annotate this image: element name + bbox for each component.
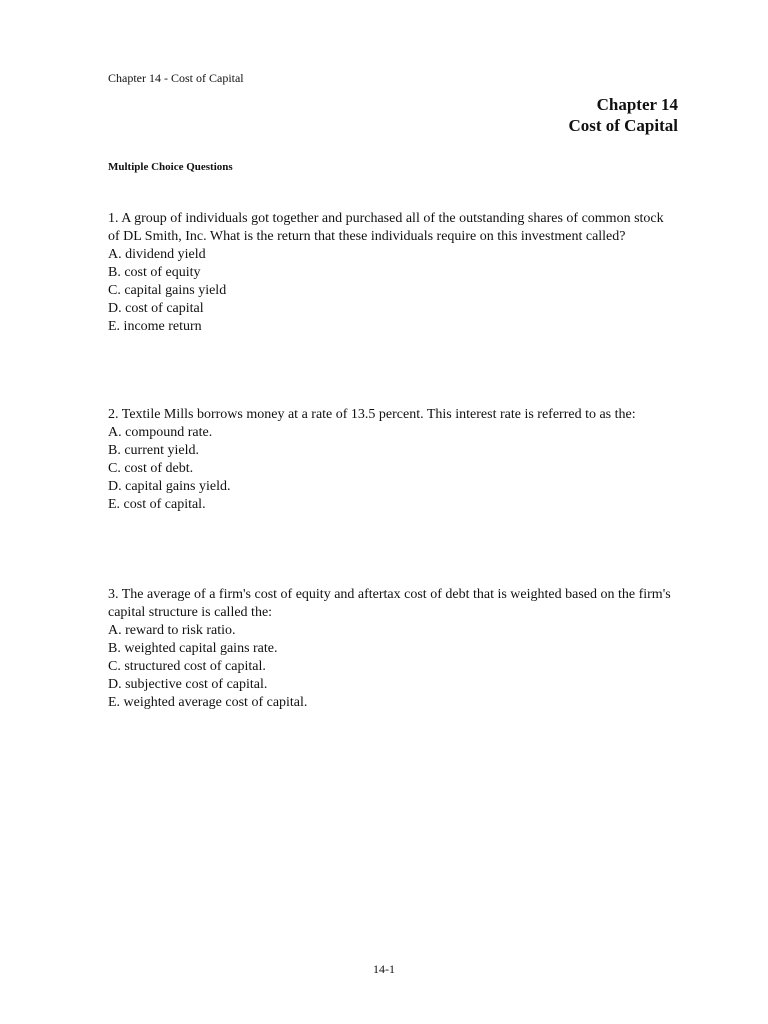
chapter-title-block <box>568 94 678 136</box>
section-label: Multiple Choice Questions <box>108 161 233 173</box>
answer-choices <box>108 246 678 336</box>
running-header: Chapter 14 - Cost of Capital <box>108 71 244 85</box>
choice-c: C. cost of debt. <box>108 461 194 476</box>
question-stem: 2. Textile Mills borrows money at a rate of 13.5 percent. This interest rate is referred to as the: <box>108 407 636 422</box>
page-number: 14-1 <box>373 962 395 976</box>
answer-choices <box>108 424 678 514</box>
question-stem: 1. A group of individuals got together and purchased all of the outstanding shares of common stock of DL Smith, Inc. What is the return that these individuals require on this investment called? <box>108 211 664 244</box>
choice-b: B. current yield. <box>108 443 199 458</box>
choice-b: B. cost of equity <box>108 265 201 280</box>
choice-b: B. weighted capital gains rate. <box>108 641 278 656</box>
choice-a: A. dividend yield <box>108 247 206 262</box>
question-1 <box>108 210 678 336</box>
choice-d: D. capital gains yield. <box>108 479 231 494</box>
question-2 <box>108 406 678 514</box>
chapter-subject-title: Cost of Capital <box>568 116 678 135</box>
choice-e: E. income return <box>108 319 202 334</box>
answer-choices <box>108 622 678 712</box>
chapter-number-title: Chapter 14 <box>596 95 678 114</box>
choice-e: E. cost of capital. <box>108 497 206 512</box>
choice-e: E. weighted average cost of capital. <box>108 695 308 710</box>
choice-c: C. capital gains yield <box>108 283 227 298</box>
choice-d: D. subjective cost of capital. <box>108 677 268 692</box>
choice-c: C. structured cost of capital. <box>108 659 266 674</box>
question-stem: 3. The average of a firm's cost of equity and aftertax cost of debt that is weighted based on the firm's capital structure is called the: <box>108 587 671 620</box>
choice-a: A. reward to risk ratio. <box>108 623 236 638</box>
question-3 <box>108 586 678 712</box>
choice-a: A. compound rate. <box>108 425 213 440</box>
choice-d: D. cost of capital <box>108 301 204 316</box>
